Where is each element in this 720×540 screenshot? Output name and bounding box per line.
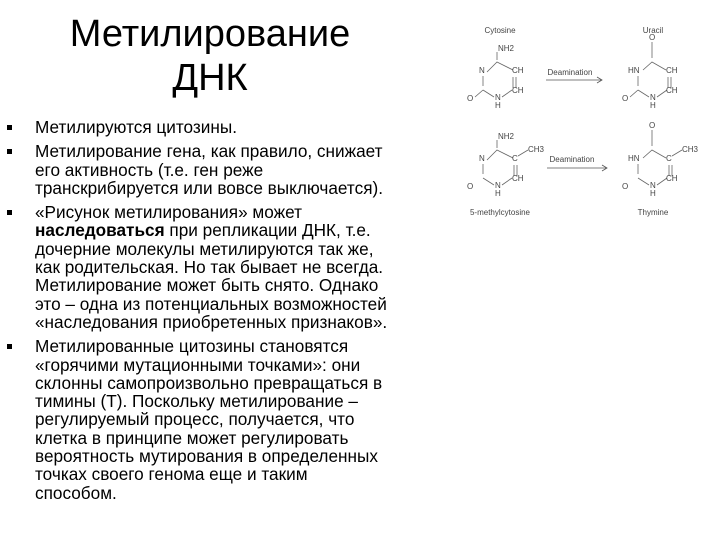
atom-label: CH: [666, 86, 678, 95]
bullet-text: способом.: [35, 482, 117, 503]
atom-label: O: [649, 33, 656, 42]
atom-label: CH3: [682, 145, 699, 154]
atom-label: H: [650, 189, 656, 198]
bullet-text: дочерние молекулы метилируются так же,: [35, 238, 374, 259]
bullet-text: «наследования приобретенных признаков».: [35, 311, 388, 332]
bullet-item: [0, 203, 450, 331]
bullet-icon: [7, 125, 12, 130]
atom-labels: [467, 33, 699, 198]
title-line-1: Метилирование: [69, 13, 351, 55]
atom-label: CH: [512, 86, 524, 95]
bullet-text: при репликации ДНК, т.е.: [164, 220, 371, 241]
atom-label: O: [467, 182, 474, 191]
bullet-item: [0, 118, 450, 136]
title-line-2: ДНК: [172, 57, 248, 99]
bullet-item: [0, 142, 450, 197]
bullet-text: Метилирование гена, как правило, снижает: [35, 141, 383, 162]
label-thymine: Thymine: [637, 208, 669, 217]
arrow-label: Deamination: [549, 155, 595, 164]
bullet-text: склонны самопроизвольно превращаться в: [35, 372, 383, 393]
bullet-text: точках своего генома еще и таким: [35, 464, 308, 485]
atom-label: H: [495, 189, 501, 198]
atom-label: C: [512, 154, 518, 163]
atom-label: N: [650, 93, 656, 102]
slide-title: [20, 12, 400, 100]
deamination-diagram: [450, 0, 720, 225]
atom-label: N: [650, 181, 656, 190]
atom-label: HN: [628, 154, 640, 163]
atom-label: CH: [666, 66, 678, 75]
bullet-text: регулируемый процесс, получается, что: [35, 409, 355, 430]
atom-label: H: [495, 101, 501, 110]
bold-term: наследоваться: [35, 220, 165, 241]
bullet-text: Метилирование может быть снято. Однако: [35, 275, 379, 296]
bullet-icon: [7, 210, 12, 215]
atom-label: N: [479, 154, 485, 163]
bullet-item: [0, 337, 450, 502]
atom-label: CH: [512, 66, 524, 75]
atom-label: CH3: [528, 145, 545, 154]
atom-label: O: [649, 121, 656, 130]
bullet-text: транскрибируется или вовсе выключается).: [35, 177, 383, 198]
bullet-text: Метилированные цитозины становятся: [35, 336, 349, 357]
bullet-text: «Рисунок метилирования» может: [35, 202, 302, 223]
bullet-text: вероятность мутирования в определенных: [35, 446, 378, 467]
atom-label: NH2: [498, 44, 515, 53]
atom-label: NH2: [498, 132, 515, 141]
bullet-text: это – одна из потенциальных возможностей: [35, 293, 387, 314]
arrow-label: Deamination: [547, 68, 593, 77]
bullet-text: как родительская. Но так бывает не всегда.: [35, 257, 384, 278]
bullet-text: «горячими мутационными точками»: они: [35, 354, 361, 375]
bullet-text: Метилируются цитозины.: [35, 117, 238, 137]
atom-label: C: [666, 154, 672, 163]
atom-label: O: [622, 94, 629, 103]
atom-label: CH: [666, 174, 678, 183]
atom-label: N: [495, 93, 501, 102]
label-5-methylcytosine: 5-methylcytosine: [469, 208, 531, 217]
bullet-icon: [7, 344, 12, 349]
atom-label: O: [467, 94, 474, 103]
bullet-text: его активность (т.е. ген реже: [35, 159, 264, 180]
atom-label: N: [479, 66, 485, 75]
bullet-text: тимины (Т). Поскольку метилирование –: [35, 391, 358, 412]
atom-label: O: [622, 182, 629, 191]
atom-label: H: [650, 101, 656, 110]
atom-label: HN: [628, 66, 640, 75]
atom-label: CH: [512, 174, 524, 183]
label-uracil: Uracil: [642, 26, 664, 35]
label-cytosine: Cytosine: [484, 26, 516, 35]
bullet-icon: [7, 149, 12, 154]
bullet-text: клетка в принципе может регулировать: [35, 427, 349, 448]
bullet-list: [0, 118, 450, 508]
atom-label: N: [495, 181, 501, 190]
